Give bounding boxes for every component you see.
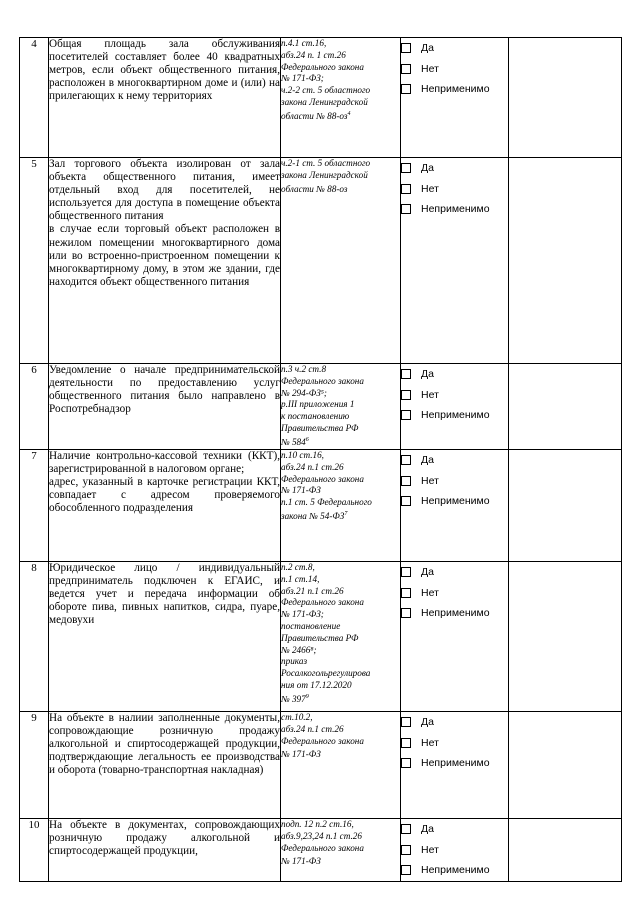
legal-reference	[281, 158, 401, 364]
notes-cell[interactable]	[509, 38, 622, 158]
answer-option[interactable]	[401, 733, 508, 754]
answer-option[interactable]	[401, 79, 508, 100]
checkbox-icon[interactable]	[401, 588, 411, 598]
answer-option-label: Нет	[421, 388, 439, 401]
answer-option[interactable]	[401, 450, 508, 471]
requirement-text: На объекте в документах, сопровождающих розничную продажу алкогольной и спиртосодержащей продукции,	[49, 819, 281, 882]
checkbox-icon[interactable]	[401, 476, 411, 486]
checklist-row	[20, 562, 622, 712]
answer-options	[401, 562, 509, 712]
legal-reference	[281, 38, 401, 158]
checkbox-icon[interactable]	[401, 43, 411, 53]
checkbox-icon[interactable]	[401, 390, 411, 400]
answer-option[interactable]	[401, 471, 508, 492]
legal-reference	[281, 450, 401, 562]
checklist-row	[20, 712, 622, 819]
answer-option-label: Нет	[421, 474, 439, 487]
requirement-text: Наличие контрольно-кассовой техники (ККТ), зарегистрированной в налоговом органе; адрес, указанный в карточке регистрации ККТ, совпадает с адресом проверяемого обособленного подразделения	[49, 450, 281, 562]
row-number: 6	[20, 364, 49, 450]
answer-options	[401, 364, 509, 450]
notes-cell[interactable]	[509, 819, 622, 882]
answer-option[interactable]	[401, 199, 508, 220]
answer-option[interactable]	[401, 860, 508, 881]
requirement-text: Общая площадь зала обслуживания посетителей составляет более 40 квадратных метров, если объект общественного питания, расположен в многоквартирном доме и (или) на прилегающих к нему территориях	[49, 38, 281, 158]
checklist-row	[20, 158, 622, 364]
checkbox-icon[interactable]	[401, 567, 411, 577]
answer-option-label: Нет	[421, 586, 439, 599]
footnote-marker: 4	[347, 110, 351, 117]
notes-cell[interactable]	[509, 712, 622, 819]
answer-option[interactable]	[401, 59, 508, 80]
answer-option-label: Нет	[421, 843, 439, 856]
answer-option[interactable]	[401, 405, 508, 426]
answer-option-label: Неприменимо	[421, 495, 490, 508]
answer-option-label: Да	[421, 368, 434, 381]
answer-option[interactable]	[401, 840, 508, 861]
legal-reference-text: ст.10.2, абз.24 п.1 ст.26 Федерального закона № 171-ФЗ	[281, 712, 364, 760]
answer-option[interactable]	[401, 583, 508, 604]
answer-option-label: Нет	[421, 62, 439, 75]
legal-reference-text: ч.2-1 ст. 5 областного закона Ленинградской области № 88-оз	[281, 158, 371, 194]
footnote-marker: 7	[344, 510, 348, 517]
answer-option[interactable]	[401, 158, 508, 179]
row-number: 10	[20, 819, 49, 882]
answer-option[interactable]	[401, 562, 508, 583]
answer-option-label: Неприменимо	[421, 757, 490, 770]
checkbox-icon[interactable]	[401, 184, 411, 194]
checkbox-icon[interactable]	[401, 455, 411, 465]
answer-option-label: Неприменимо	[421, 864, 490, 877]
notes-cell[interactable]	[509, 364, 622, 450]
answer-option-label: Нет	[421, 736, 439, 749]
checkbox-icon[interactable]	[401, 64, 411, 74]
checklist-row	[20, 38, 622, 158]
legal-reference-text: п.4.1 ст.16, абз.24 п. 1 ст.26 Федерального закона № 171-ФЗ; ч.2-2 ст. 5 областного закона Ленинградской области № 88-оз	[281, 38, 371, 121]
legal-reference	[281, 712, 401, 819]
answer-option-label: Да	[421, 823, 434, 836]
notes-cell[interactable]	[509, 562, 622, 712]
requirement-text: Юридическое лицо / индивидуальный предприниматель подключен к ЕГАИС, и ведется учет и передача информации об обороте пива, пивных напитков, сидра, пуаре, медовухи	[49, 562, 281, 712]
answer-option-label: Неприменимо	[421, 203, 490, 216]
answer-option[interactable]	[401, 385, 508, 406]
checklist-row	[20, 819, 622, 882]
answer-option-label: Да	[421, 566, 434, 579]
checklist-table	[19, 37, 622, 882]
legal-reference	[281, 364, 401, 450]
row-number: 4	[20, 38, 49, 158]
answer-option-label: Неприменимо	[421, 607, 490, 620]
answer-option[interactable]	[401, 491, 508, 512]
answer-option[interactable]	[401, 753, 508, 774]
requirement-text: Зал торгового объекта изолирован от зала объекта общественного питания, имеет отдельный вход для посетителей, не используется для доступа в помещение объекта общественного питания в случае если торговый объект расположен в нежилом помещении многоквартирного дома или во встроенно-пристроенном помещении к многоквартирному дому, в этом же здании, где находится объект общественного питания	[49, 158, 281, 364]
requirement-text: Уведомление о начале предпринимательской деятельности по предоставлению услуг общественного питания было направлено в Роспотребнадзор	[49, 364, 281, 450]
notes-cell[interactable]	[509, 158, 622, 364]
checkbox-icon[interactable]	[401, 845, 411, 855]
checkbox-icon[interactable]	[401, 410, 411, 420]
answer-option-label: Нет	[421, 182, 439, 195]
answer-option[interactable]	[401, 179, 508, 200]
row-number: 8	[20, 562, 49, 712]
answer-option-label: Да	[421, 162, 434, 175]
legal-reference-text: п.3 ч.2 ст.8 Федерального закона № 294-ФЗ⁵; р.III приложения 1 к постановлению Правительства РФ № 584	[281, 364, 364, 447]
answer-option-label: Да	[421, 716, 434, 729]
legal-reference-text: п.10 ст.16, абз.24 п.1 ст.26 Федерального закона № 171-ФЗ п.1 ст. 5 Федерального закона № 54-ФЗ	[281, 450, 372, 522]
row-number: 7	[20, 450, 49, 562]
row-number: 9	[20, 712, 49, 819]
answer-options	[401, 38, 509, 158]
answer-option-label: Да	[421, 454, 434, 467]
row-number: 5	[20, 158, 49, 364]
checkbox-icon[interactable]	[401, 824, 411, 834]
answer-option[interactable]	[401, 364, 508, 385]
checkbox-icon[interactable]	[401, 496, 411, 506]
answer-option[interactable]	[401, 819, 508, 840]
legal-reference-text: п.2 ст.8, п.1 ст.14, абз.21 п.1 ст.26 Федерального закона № 171-ФЗ; постановление Правительства РФ № 2466⁸; приказ Росалкогольрегулирова ния от 17.12.2020 № 397	[281, 562, 371, 704]
legal-reference	[281, 819, 401, 882]
answer-option-label: Неприменимо	[421, 83, 490, 96]
checkbox-icon[interactable]	[401, 865, 411, 875]
answer-option-label: Да	[421, 42, 434, 55]
footnote-marker: 9	[305, 693, 309, 700]
answer-option[interactable]	[401, 38, 508, 59]
checkbox-icon[interactable]	[401, 163, 411, 173]
checklist-row	[20, 364, 622, 450]
answer-option[interactable]	[401, 603, 508, 624]
legal-reference-text: подп. 12 п.2 ст.16, абз.9,23,24 п.1 ст.26 Федерального закона № 171-ФЗ	[281, 819, 364, 867]
answer-options	[401, 158, 509, 364]
answer-options	[401, 450, 509, 562]
answer-option-label: Неприменимо	[421, 409, 490, 422]
checkbox-icon[interactable]	[401, 758, 411, 768]
answer-option[interactable]	[401, 712, 508, 733]
answer-options	[401, 819, 509, 882]
checkbox-icon[interactable]	[401, 717, 411, 727]
answer-options	[401, 712, 509, 819]
requirement-text: На объекте в налиии заполненные документы, сопровождающие розничную продажу алкогольной и спиртосодержащей продукции, подтверждающие легальность ее производства и оборота (товарно-транспортная накладная)	[49, 712, 281, 819]
notes-cell[interactable]	[509, 450, 622, 562]
checkbox-icon[interactable]	[401, 84, 411, 94]
checkbox-icon[interactable]	[401, 738, 411, 748]
checkbox-icon[interactable]	[401, 204, 411, 214]
legal-reference	[281, 562, 401, 712]
checkbox-icon[interactable]	[401, 369, 411, 379]
checkbox-icon[interactable]	[401, 608, 411, 618]
footnote-marker: 6	[305, 436, 309, 443]
checklist-row	[20, 450, 622, 562]
